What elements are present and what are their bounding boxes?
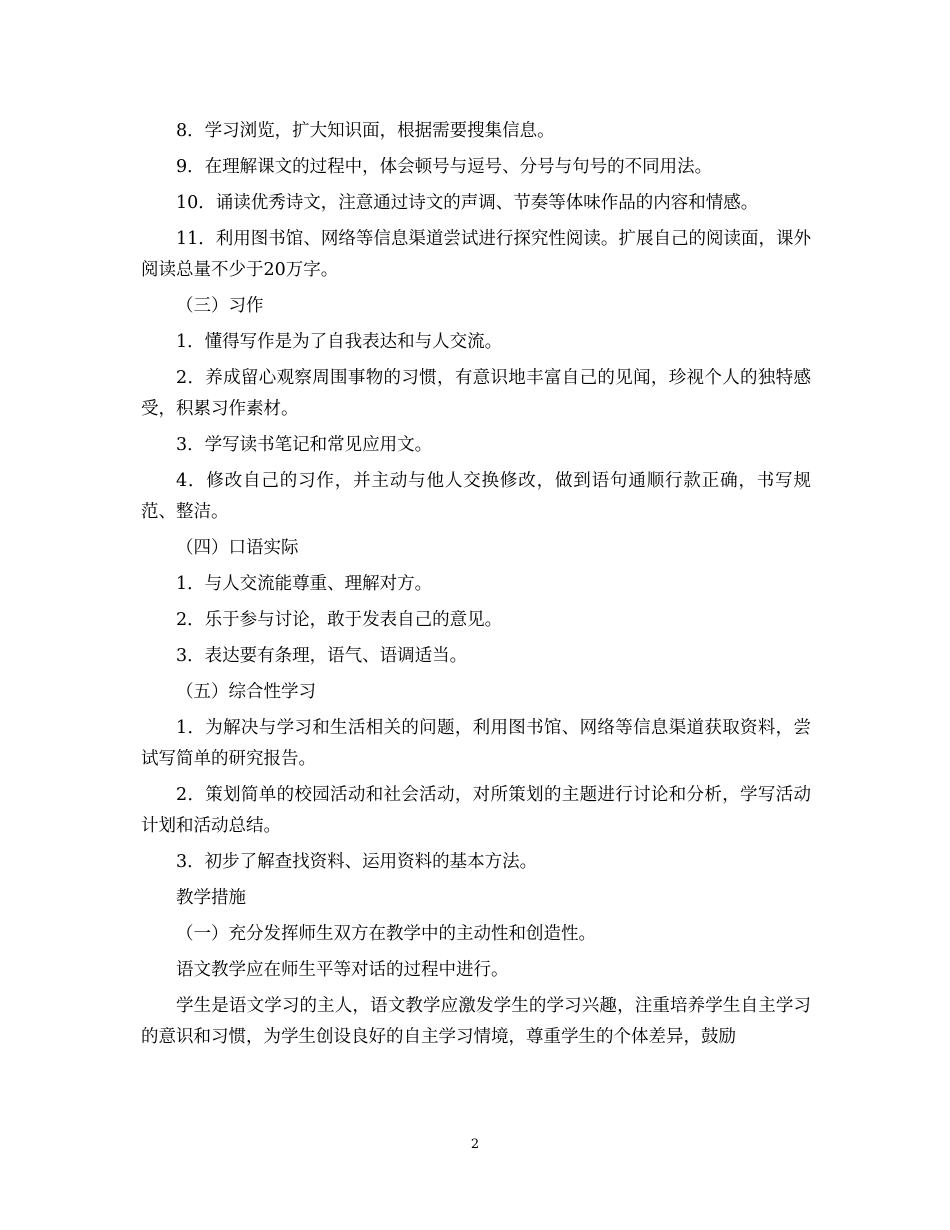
- paragraph-oral-2: 2．乐于参与讨论，敢于发表自己的意见。: [176, 610, 503, 630]
- paragraph-reading-8: 8．学习浏览，扩大知识面，根据需要搜集信息。: [176, 121, 555, 141]
- paragraph-writing-2: 2．养成留心观察周围事物的习惯，有意识地丰富自己的见闻，珍视个人的独特感受，积累习作素材。: [141, 368, 811, 419]
- paragraph-oral-3: 3．表达要有条理，语气、语调适当。: [176, 646, 468, 666]
- paragraph-writing-3: 3．学写读书笔记和常见应用文。: [176, 435, 433, 455]
- paragraph-comprehensive-1: 1．为解决与学习和生活相关的问题，利用图书馆、网络等信息渠道获取资料，尝试写简单的研究报告。: [141, 718, 811, 769]
- paragraph-reading-11: 11．利用图书馆、网络等信息渠道尝试进行探究性阅读。扩展自己的阅读面，课外阅读总量不少于20万字。: [141, 229, 811, 280]
- document-body: [141, 116, 811, 1058]
- page-number: 2: [470, 1137, 480, 1152]
- paragraph-comprehensive-3: 3．初步了解查找资料、运用资料的基本方法。: [176, 852, 538, 872]
- section-heading-oral: （四）口语实际: [176, 538, 299, 558]
- paragraph-reading-9: 9．在理解课文的过程中，体会顿号与逗号、分号与句号的不同用法。: [176, 157, 713, 177]
- paragraph-oral-1: 1．与人交流能尊重、理解对方。: [176, 574, 433, 594]
- section-heading-measures: 教学措施: [176, 888, 246, 908]
- paragraph-comprehensive-2: 2．策划简单的校园活动和社会活动，对所策划的主题进行讨论和分析，学写活动计划和活动总结。: [141, 785, 811, 836]
- paragraph-measures-dialogue: 语文教学应在师生平等对话的过程中进行。: [176, 960, 509, 980]
- section-heading-writing: （三）习作: [176, 296, 264, 316]
- paragraph-writing-4: 4．修改自己的习作，并主动与他人交换修改，做到语句通顺行款正确，书写规范、整洁。: [141, 471, 811, 522]
- section-heading-comprehensive: （五）综合性学习: [176, 682, 316, 702]
- paragraph-measures-students: 学生是语文学习的主人，语文教学应激发学生的学习兴趣，注重培养学生自主学习的意识和习惯，为学生创设良好的自主学习情境，尊重学生的个体差异，鼓励: [141, 996, 811, 1047]
- paragraph-reading-10: 10．诵读优秀诗文，注意通过诗文的声调、节奏等体味作品的内容和情感。: [176, 193, 759, 213]
- paragraph-writing-1: 1．懂得写作是为了自我表达和与人交流。: [176, 332, 503, 352]
- paragraph-measures-1: （一）充分发挥师生双方在教学中的主动性和创造性。: [176, 924, 596, 944]
